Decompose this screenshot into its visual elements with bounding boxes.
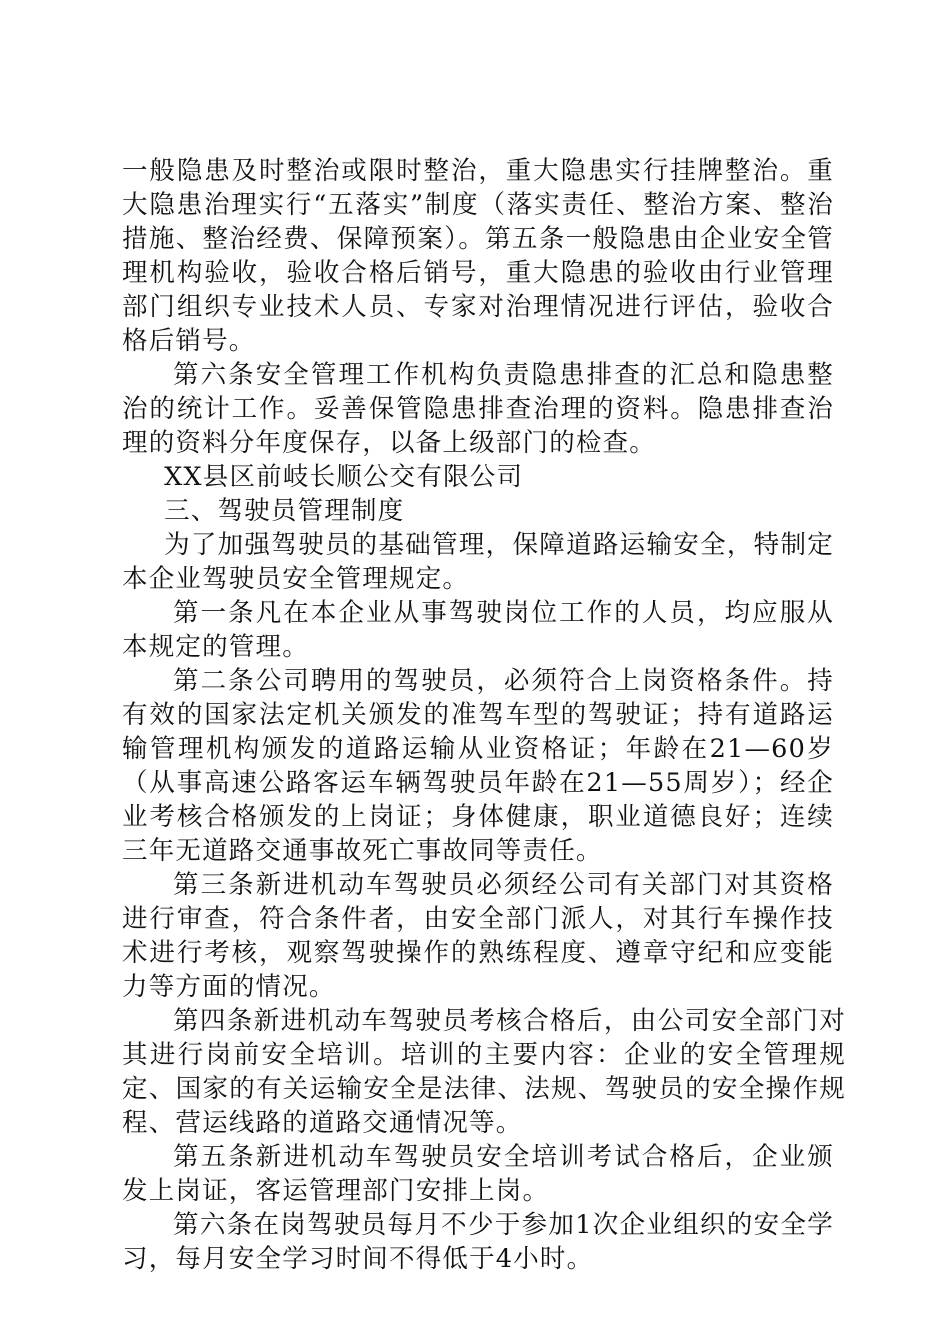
paragraph-article-five: 第五条新进机动车驾驶员安全培训考试合格后，企业颁发上岗证，客运管理部门安排上岗。 [122, 1142, 834, 1206]
paragraph-article-four: 第四条新进机动车驾驶员考核合格后，由公司安全部门对其进行岗前安全培训。培训的主要内容：企业的安全管理规定、国家的有关运输安全是法律、法规、驾驶员的安全操作规程、营运线路的道路交通情况等。 [122, 1006, 846, 1138]
paragraph-hazard-rectification: 一般隐患及时整治或限时整治，重大隐患实行挂牌整治。重大隐患治理实行“五落实”制度（落实责任、整治方案、整治措施、整治经费、保障预案）。第五条一般隐患由企业安全管理机构验收，验收合格后销号，重大隐患的验收由行业管理部门组织专业技术人员、专家对治理情况进行评估，验收合格后销号。 [122, 156, 834, 356]
paragraph-article-one: 第一条凡在本企业从事驾驶岗位工作的人员，均应服从本规定的管理。 [122, 598, 834, 662]
section-title-driver-management: 三、驾驶员管理制度 [164, 496, 405, 526]
paragraph-article-two: 第二条公司聘用的驾驶员，必须符合上岗资格条件。持有效的国家法定机关颁发的准驾车型的驾驶证；持有道路运输管理机构颁发的道路运输从业资格证；年龄在21—60岁（从事高速公路客运车辆驾驶员年龄在21—55周岁）；经企业考核合格颁发的上岗证；身体健康，职业道德良好；连续三年无道路交通事故死亡事故同等责任。 [122, 666, 834, 866]
document-body [122, 154, 846, 1276]
company-name: XX县区前岐长顺公交有限公司 [164, 462, 524, 492]
paragraph-article-three: 第三条新进机动车驾驶员必须经公司有关部门对其资格进行审查，符合条件者，由安全部门派人，对其行车操作技术进行考核，观察驾驶操作的熟练程度、遵章守纪和应变能力等方面的情况。 [122, 870, 834, 1002]
paragraph-article-six-training: 第六条在岗驾驶员每月不少于参加1次企业组织的安全学习，每月安全学习时间不得低于4小时。 [122, 1210, 834, 1274]
paragraph-article-six-statistics: 第六条安全管理工作机构负责隐患排查的汇总和隐患整治的统计工作。妥善保管隐患排查治理的资料。隐患排查治理的资料分年度保存，以备上级部门的检查。 [122, 360, 834, 458]
paragraph-intro: 为了加强驾驶员的基础管理，保障道路运输安全，特制定本企业驾驶员安全管理规定。 [122, 530, 834, 594]
